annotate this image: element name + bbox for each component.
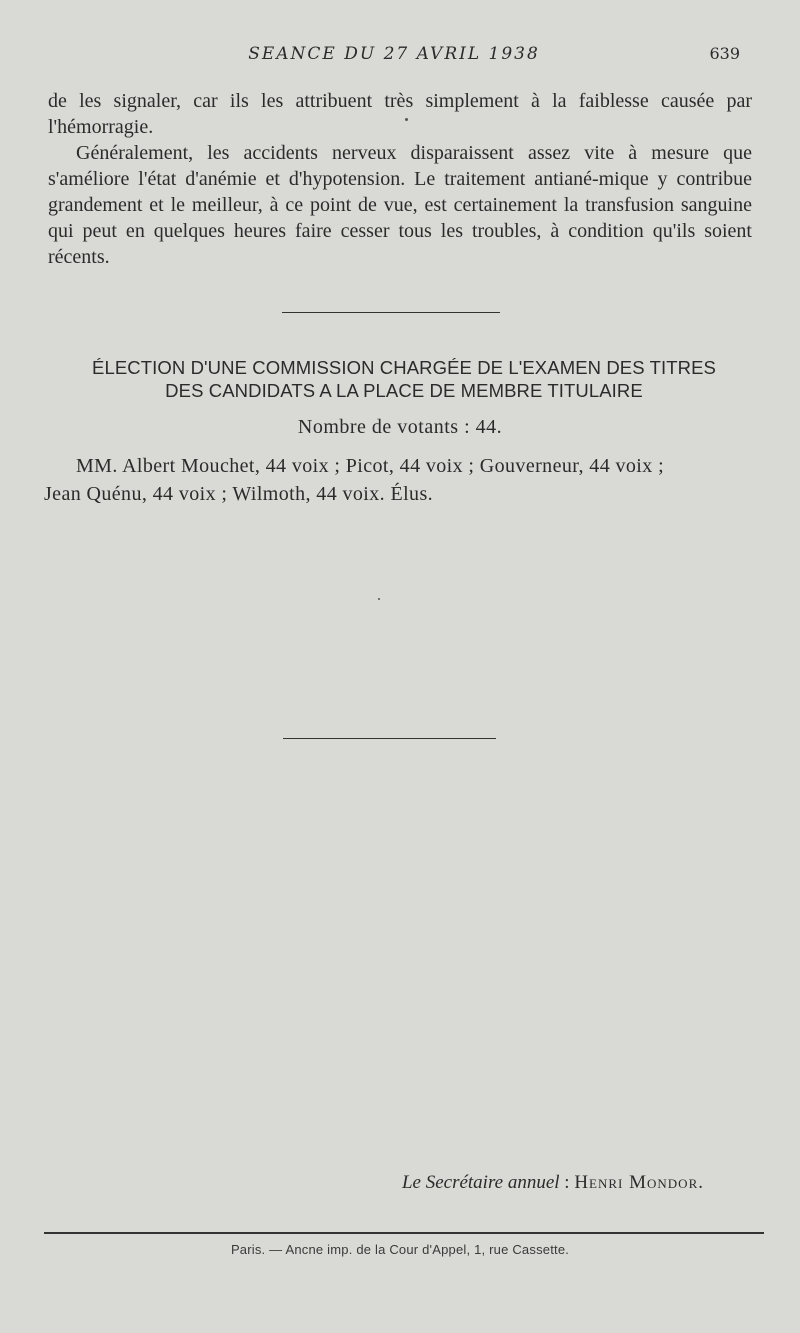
running-header bbox=[48, 44, 740, 70]
paragraph-continuation: de les signaler, car ils les attribuent très simplement à la faiblesse causée par l'hémorragie. bbox=[48, 90, 752, 138]
header-title: SEANCE DU 27 AVRIL 1938 bbox=[248, 44, 540, 64]
page-number: 639 bbox=[709, 44, 740, 63]
election-results-line-2: Jean Quénu, 44 voix ; Wilmoth, 44 voix. Élus. bbox=[44, 483, 434, 505]
section-title-line-1: ÉLECTION D'UNE COMMISSION CHARGÉE DE L'EXAMEN DES TITRES bbox=[92, 357, 716, 378]
voter-count: Nombre de votants : 44. bbox=[297, 416, 503, 438]
section-divider bbox=[282, 312, 500, 313]
end-divider bbox=[283, 738, 496, 739]
election-results-line-1: MM. Albert Mouchet, 44 voix ; Picot, 44 voix ; Gouverneur, 44 voix ; bbox=[76, 455, 665, 477]
signature-role: Le Secrétaire annuel bbox=[401, 1172, 560, 1193]
signature bbox=[402, 1172, 704, 1194]
signature-name: Henri Mondor. bbox=[574, 1172, 704, 1193]
signature-separator: : bbox=[559, 1172, 575, 1193]
printer-imprint: Paris. — Ancne imp. de la Cour d'Appel, 1, rue Cassette. bbox=[230, 1242, 570, 1257]
section-title bbox=[44, 356, 764, 402]
paragraph-second: Généralement, les accidents nerveux disparaissent assez vite à mesure que s'améliore l'état d'anémie et d'hypotension. Le traitement antiané-mique y contribue grandement et le meilleur, à ce point de vue, est certainement la transfusion sanguine qui peut en quelques heures faire cesser tous les troubles, à condition qu'ils soient récents. bbox=[48, 142, 752, 268]
print-speck bbox=[405, 118, 408, 121]
print-speck bbox=[378, 598, 380, 600]
section-title-line-2: DES CANDIDATS A LA PLACE DE MEMBRE TITULAIRE bbox=[165, 380, 643, 401]
footer-rule bbox=[44, 1232, 764, 1234]
election-results bbox=[44, 452, 756, 508]
